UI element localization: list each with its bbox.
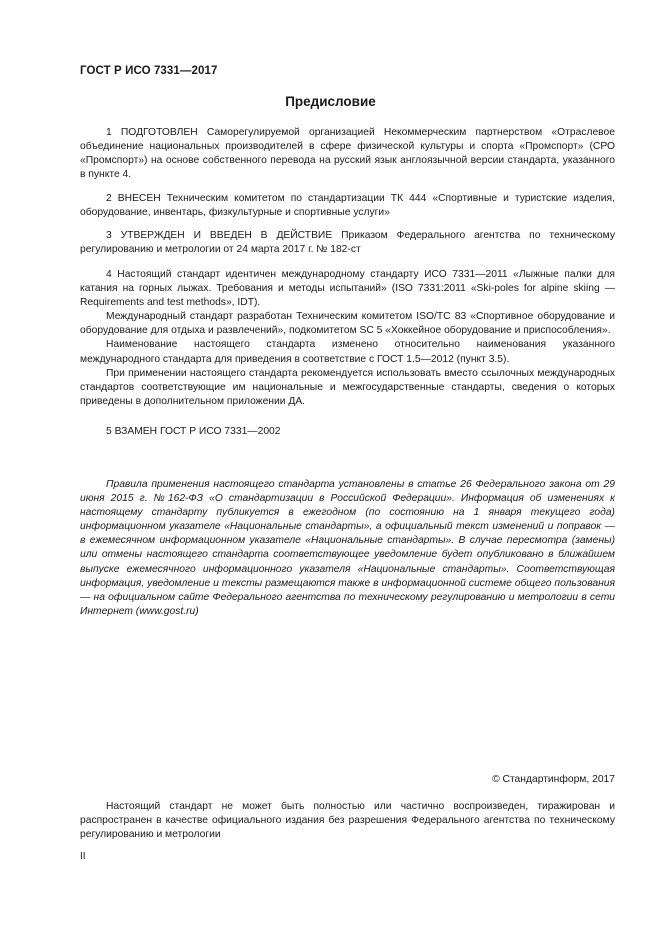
section-4-paragraph-1: 4 Настоящий стандарт идентичен международному стандарту ИСО 7331—2011 «Лыжные палки для катания на горных лыжах. Требования и методы испытаний» (ISO 7331:2011 «Ski-poles for alpine skiing — Requirements and test methods», IDT). bbox=[80, 269, 615, 309]
section-4-paragraph-3: Наименование настоящего стандарта изменено относительно наименования указанного международного стандарта для приведения в соответствие с ГОСТ 1.5—2012 (пункт 3.5). bbox=[80, 339, 615, 365]
copyright-line: © Стандартинформ, 2017 bbox=[492, 774, 615, 785]
reproduction-notice bbox=[80, 800, 615, 842]
section-4-paragraph-2: Международный стандарт разработан Техническим комитетом ISO/TC 83 «Спортивное оборудование и оборудование для отдыха и развлечений», подкомитетом SC 5 «Хоккейное оборудование и приспособления». bbox=[80, 311, 615, 337]
section-2-text: 2 ВНЕСЕН Техническим комитетом по стандартизации ТК 444 «Спортивные и туристские изделия, оборудование, инвентарь, физкультурные и спортивные услуги» bbox=[80, 193, 615, 219]
notice-text: Правила применения настоящего стандарта установлены в статье 26 Федерального закона от 29 июня 2015 г. №162-ФЗ «О стандартизации в Российской Федерации». Информация об изменениях к настоящему стандарту публикуется в ежегодном (по состоянию на 1 января текущего года) информационном указателе «Национальные стандарты», а официальный текст изменений и поправок — в ежемесячном информационном указателе «Национальные стандарты». В случае пересмотра (замены) или отмены настоящего стандарта соответствующее уведомление будет опубликовано в ближайшем выпуске ежемесячного информационного указателя «Национальные стандарты». Соответствующая информация, уведомление и тексты размещаются также в информационной системе общего пользования — на официальном сайте Федерального агентства по техническому регулированию и метрологии в сети Интернет (www.gost.ru) bbox=[80, 479, 615, 617]
section-3 bbox=[80, 229, 615, 257]
page-number: II bbox=[80, 851, 86, 862]
section-5 bbox=[80, 425, 615, 439]
page-title: Предисловие bbox=[285, 94, 376, 109]
section-4 bbox=[80, 268, 615, 409]
reproduction-notice-text: Настоящий стандарт не может быть полностью или частично воспроизведен, тиражирован и распространен в качестве официального издания без разрешения Федерального агентства по техническому регулированию и метрологии bbox=[80, 801, 615, 841]
section-4-paragraph-4: При применении настоящего стандарта рекомендуется использовать вместо ссылочных международных стандартов соответствующие им национальные и межгосударственные стандарты, сведения о которых приведены в дополнительном приложении ДА. bbox=[80, 367, 615, 407]
application-rules-notice bbox=[80, 478, 615, 619]
section-2 bbox=[80, 192, 615, 220]
section-1 bbox=[80, 126, 615, 182]
section-1-text: 1 ПОДГОТОВЛЕН Саморегулируемой организацией Некоммерческим партнерством «Отраслевое объединение национальных производителей в сфере физической культуры и спорта «Промспорт» (СРО «Промспорт») на основе собственного перевода на русский язык англоязычной версии стандарта, указанного в пункте 4. bbox=[80, 127, 615, 181]
section-5-text: 5 ВЗАМЕН ГОСТ Р ИСО 7331—2002 bbox=[106, 426, 281, 437]
document-code-header: ГОСТ Р ИСО 7331—2017 bbox=[80, 65, 218, 77]
section-3-text: 3 УТВЕРЖДЕН И ВВЕДЕН В ДЕЙСТВИЕ Приказом Федерального агентства по техническому регулированию и метрологии от 24 марта 2017 г. № 182-ст bbox=[80, 230, 615, 256]
